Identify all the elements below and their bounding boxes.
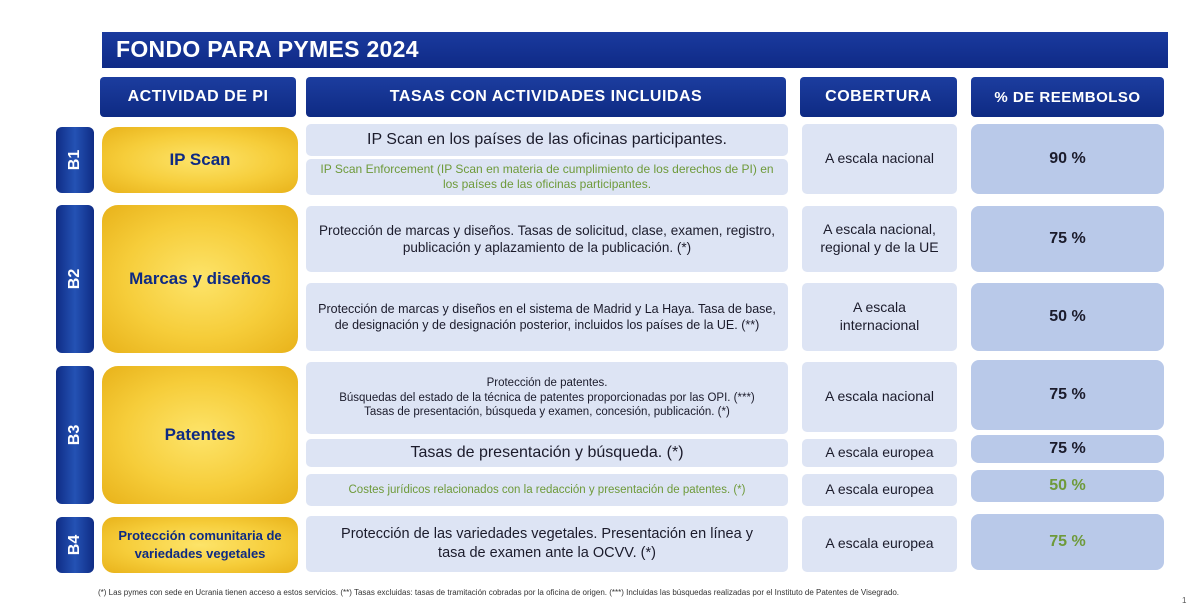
reembolso-b4: 75 % [971,514,1164,570]
section-tab-b4 [56,517,94,573]
tasa-b2-marcas-nacional: Protección de marcas y diseños. Tasas de solicitud, clase, examen, registro, publicación y aplazamiento de la publicación. (*) [306,206,788,272]
section-tab-b1 [56,127,94,193]
tasa-b2-marcas-internacional: Protección de marcas y diseños en el sistema de Madrid y La Haya. Tasa de base, de designación y de designación posterior, incluidos los países de la UE. (**) [306,283,788,351]
cobertura-b1: A escala nacional [802,124,957,194]
cobertura-b3-europea-1: A escala europea [802,439,957,467]
activity-patentes: Patentes [102,366,298,504]
header-actividad: ACTIVIDAD DE PI [100,77,296,117]
tasa-b3-costes-juridicos: Costes jurídicos relacionados con la redacción y presentación de patentes. (*) [306,474,788,506]
activity-variedades-vegetales: Protección comunitaria de variedades vegetales [102,517,298,573]
reembolso-b3-europea-2: 50 % [971,470,1164,502]
section-tab-b2 [56,205,94,353]
reembolso-b3-europea-1: 75 % [971,435,1164,463]
activity-marcas-disenos: Marcas y diseños [102,205,298,353]
page-title: FONDO PARA PYMES 2024 [102,32,1168,68]
section-tab-b3 [56,366,94,504]
cobertura-b4: A escala europea [802,516,957,572]
cobertura-b3-europea-2: A escala europea [802,474,957,506]
page-number: 1 [1182,596,1187,605]
tasa-b4-variedades: Protección de las variedades vegetales. Presentación en línea y tasa de examen ante la OCVV. (*) [306,516,788,572]
cobertura-b2-internacional: A escala internacional [802,283,957,351]
reembolso-b3-nacional: 75 % [971,360,1164,430]
tasa-b3-patentes-nacional [306,362,788,434]
tasa-b3-line-3: Tasas de presentación, búsqueda y examen, concesión, publicación. (*) [364,406,730,419]
cobertura-b2-nacional: A escala nacional, regional y de la UE [802,206,957,272]
tasa-b3-line-1: Protección de patentes. [486,376,608,389]
section-tab-label: B2 [65,268,83,290]
tasa-b3-presentacion-busqueda: Tasas de presentación y búsqueda. (*) [306,439,788,467]
tasa-b3-line-2: Búsquedas del estado de la técnica de patentes proporcionadas por las OPI. (***) [339,391,755,404]
activity-ip-scan: IP Scan [102,127,298,193]
footnote: (*) Las pymes con sede en Ucrania tienen acceso a estos servicios. (**) Tasas excluidas: tasas de tramitación cobradas por la oficina de origen. (***) Incluidas las búsquedas realizadas por el Instituto de Patentes de Visegrado. [98,588,900,597]
header-reembolso: % DE REEMBOLSO [971,77,1164,117]
tasa-b1-ip-scan-enforcement: IP Scan Enforcement (IP Scan en materia de cumplimiento de los derechos de PI) en los países de las oficinas participantes. [306,159,788,195]
reembolso-b2-internacional: 50 % [971,283,1164,351]
reembolso-b2-nacional: 75 % [971,206,1164,272]
section-tab-label: B3 [65,424,83,446]
header-tasas: TASAS CON ACTIVIDADES INCLUIDAS [306,77,786,117]
section-tab-label: B4 [65,534,83,556]
section-tab-label: B1 [65,149,83,171]
reembolso-b1: 90 % [971,124,1164,194]
cobertura-b3-nacional: A escala nacional [802,362,957,432]
header-cobertura: COBERTURA [800,77,957,117]
tasa-b1-ip-scan: IP Scan en los países de las oficinas participantes. [306,124,788,156]
